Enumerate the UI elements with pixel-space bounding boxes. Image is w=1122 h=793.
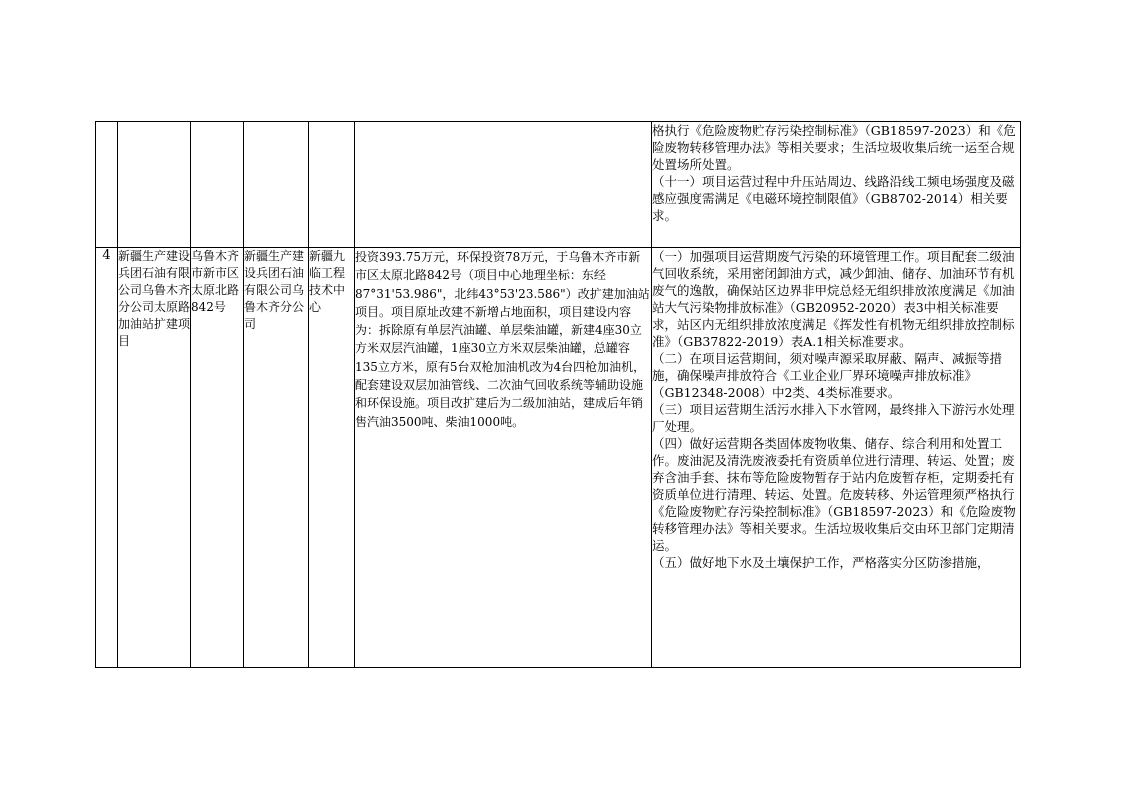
requirements-cell xyxy=(652,248,1021,668)
project-name-cell xyxy=(118,122,191,248)
requirements-cell xyxy=(652,122,1021,248)
builder-cell xyxy=(244,122,309,248)
evaluator-cell xyxy=(309,122,355,248)
requirement-paragraph: （三）项目运营期生活污水排入下水管网，最终排入下游污水处理厂处理。 xyxy=(652,402,1015,434)
requirement-paragraph: （十一）项目运营过程中升压站周边、线路沿线工频电场强度及磁感应强度需满足《电磁环境控制限值》（GB8702-2014）相关要求。 xyxy=(652,174,1015,223)
approval-table xyxy=(95,121,1021,668)
requirement-paragraph: （一）加强项目运营期废气污染的环境管理工作。项目配套二级油气回收系统，采用密闭卸油方式，减少卸油、储存、加油环节有机废气的逸散，确保站区边界非甲烷总烃无组织排放浓度满足《加油站大气污染物排放标准》（GB20952-2020）表3中相关标准要求，站区内无组织排放浓度满足《挥发性有机物无组织排放控制标准》（GB37822-2019）表A.1相关标准要求。 xyxy=(652,249,1015,349)
row-number-cell: 4 xyxy=(96,248,118,668)
scope-cell xyxy=(355,122,652,248)
requirement-paragraph: （五）做好地下水及土壤保护工作，严格落实分区防渗措施， xyxy=(652,555,990,570)
location-cell xyxy=(191,122,244,248)
location-cell: 乌鲁木齐市新市区太原北路842号 xyxy=(191,248,244,668)
requirement-paragraph: （四）做好运营期各类固体废物收集、储存、综合利用和处置工作。废油泥及清洗废液委托有资质单位进行清理、转运、处置；废弃含油手套、抹布等危险废物暂存于站内危废暂存柜，定期委托有资质单位进行清理、转运、处置。危废转移、外运管理须严格执行《危险废物贮存污染控制标准》（GB18597-2023）和《危险废物转移管理办法》等相关要求。生活垃圾收集后交由环卫部门定期清运。 xyxy=(652,436,1016,553)
evaluator-cell: 新疆九临工程技术中心 xyxy=(309,248,355,668)
builder-cell: 新疆生产建设兵团石油有限公司乌鲁木齐分公司 xyxy=(244,248,309,668)
table-row xyxy=(96,122,1021,248)
project-name-cell: 新疆生产建设兵团石油有限公司乌鲁木齐分公司太原路加油站扩建项目 xyxy=(118,248,191,668)
table-row xyxy=(96,248,1021,668)
requirement-paragraph: 格执行《危险废物贮存污染控制标准》（GB18597-2023）和《危险废物转移管理办法》等相关要求；生活垃圾收集后统一运至合规处置场所处置。 xyxy=(652,123,1016,172)
scope-cell: 投资393.75万元，环保投资78万元，于乌鲁木齐市新市区太原北路842号（项目中心地理坐标：东经87°31'53.986"，北纬43°53'23.586"）改扩建加油站项目。项目原址改建不新增占地面积，项目建设内容为：拆除原有单层汽油罐、单层柴油罐，新建4座30立方米双层汽油罐，1座30立方米双层柴油罐，总罐容135立方米，原有5台双枪加油机改为4台四枪加油机，配套建设双层加油管线、二次油气回收系统等辅助设施和环保设施。项目改扩建后为二级加油站，建成后年销售汽油3500吨、柴油1000吨。 xyxy=(355,248,652,668)
row-number-cell xyxy=(96,122,118,248)
requirement-paragraph: （二）在项目运营期间，须对噪声源采取屏蔽、隔声、减振等措施，确保噪声排放符合《工业企业厂界环境噪声排放标准》（GB12348-2008）中2类、4类标准要求。 xyxy=(652,351,1003,400)
